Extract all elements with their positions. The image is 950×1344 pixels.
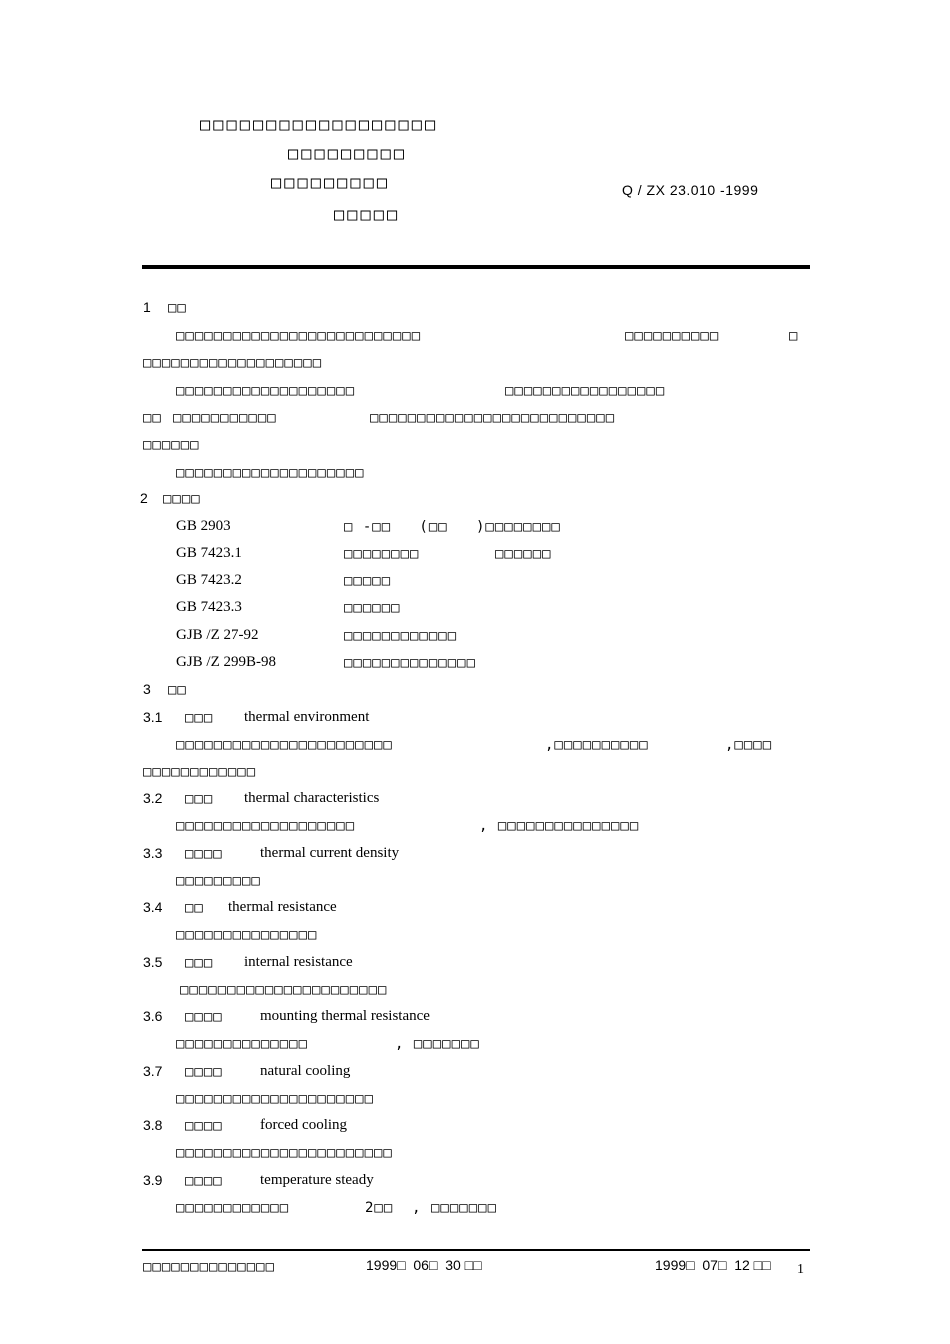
footer-rule: [142, 1249, 810, 1251]
title-line-4: □□□□□: [334, 205, 401, 225]
ref-code: GB 2903: [176, 518, 231, 534]
term-def: □□□□□□□□□□□□□□□□□□□: [176, 818, 356, 834]
ref-title-2: □□□□□□: [495, 546, 552, 562]
term-en: thermal current density: [260, 845, 400, 861]
s1-line-6: □□□□□□□□□□□□□□□□□□□□: [176, 465, 365, 481]
s1-line-4b: □□□□□□□□□□□: [173, 410, 277, 426]
term-def: □□□□□□□□□□□□□□□□□□□□□□□: [176, 737, 393, 753]
ref-title: □□□□□: [344, 573, 392, 589]
term-def: □□□□□□□□□□□□□□□: [176, 927, 318, 943]
term-cn: □□□: [185, 710, 214, 726]
ref-code: GB 7423.2: [176, 572, 242, 588]
term-number: 3.8: [143, 1117, 163, 1133]
term-en: natural cooling: [260, 1063, 351, 1079]
term-def: □□□□□□□□□□□□□□□□□□□□□□□: [176, 1145, 393, 1161]
standard-code: Q / ZX 23.010 -1999: [622, 182, 759, 198]
term-en: mounting thermal resistance: [260, 1008, 430, 1024]
term-en: thermal resistance: [228, 899, 337, 915]
footer-issue-date: 1999□ 06□ 30 □□: [366, 1257, 482, 1273]
term-def: , □□□□□□□□□□□□□□□: [479, 818, 640, 834]
header-rule: [142, 265, 810, 269]
ref-title: □ -□□ (□□ )□□□□□□□□: [344, 519, 561, 535]
title-line-3: □□□□□□□□□: [271, 173, 391, 193]
section2-number: 2: [140, 490, 148, 506]
term-def: □□□□□□□□□□□□□□□□□□□□□□: [180, 982, 388, 998]
term-cn: □□□□: [185, 1173, 223, 1189]
footer-issuer: □□□□□□□□□□□□□□: [143, 1259, 276, 1275]
section3-number: 3: [143, 681, 151, 697]
term-number: 3.3: [143, 845, 163, 861]
title-line-2: □□□□□□□□□: [288, 144, 408, 164]
ref-code: GB 7423.1: [176, 545, 242, 561]
term-def: □□□□□□□□□□□□: [176, 1200, 290, 1216]
term-en: internal resistance: [244, 954, 353, 970]
term-cn: □□□□: [185, 1064, 223, 1080]
term-number: 3.2: [143, 790, 163, 806]
ref-title: □□□□□□□□□□□□: [344, 628, 458, 644]
footer-effective-date: 1999□ 07□ 12 □□: [655, 1257, 771, 1273]
s1-line-4a: □□: [143, 410, 162, 426]
term-def: □□□□□□□□□: [176, 873, 261, 889]
s1-line-5: □□□□□□: [143, 437, 200, 453]
ref-code: GB 7423.3: [176, 599, 242, 615]
term-number: 3.9: [143, 1172, 163, 1188]
term-number: 3.1: [143, 709, 163, 725]
term-def-cont: □□□□□□□□□□□□: [143, 764, 257, 780]
term-en: forced cooling: [260, 1117, 348, 1133]
s1-line-3a: □□□□□□□□□□□□□□□□□□□: [176, 383, 356, 399]
term-en: temperature steady: [260, 1172, 374, 1188]
term-cn: □□□: [185, 791, 214, 807]
s1-line-4c: □□□□□□□□□□□□□□□□□□□□□□□□□□: [370, 410, 616, 426]
s1-line-1b: □□□□□□□□□□: [625, 328, 720, 344]
term-cn: □□: [185, 900, 204, 916]
section3-heading: □□: [168, 682, 187, 698]
term-def: , □□□□□□□: [395, 1036, 480, 1052]
term-def: ,□□□□: [725, 737, 773, 753]
ref-title: □□□□□□: [344, 600, 401, 616]
s1-line-2: □□□□□□□□□□□□□□□□□□□: [143, 355, 323, 371]
s1-line-3b: □□□□□□□□□□□□□□□□□: [505, 383, 666, 399]
s1-line-1a: □□□□□□□□□□□□□□□□□□□□□□□□□□: [176, 328, 422, 344]
title-line-1: □□□□□□□□□□□□□□□□□□: [200, 115, 439, 135]
ref-code: GJB /Z 27-92: [176, 627, 259, 643]
term-cn: □□□□: [185, 1009, 223, 1025]
ref-title: □□□□□□□□: [344, 546, 420, 562]
ref-title: □□□□□□□□□□□□□□: [344, 655, 477, 671]
term-def: □□□□□□□□□□□□□□: [176, 1036, 309, 1052]
section1-number: 1: [143, 299, 151, 315]
term-def: 2□□ , □□□□□□□: [365, 1200, 498, 1216]
term-en: thermal characteristics: [244, 790, 380, 806]
term-number: 3.4: [143, 899, 163, 915]
term-en: thermal environment: [244, 709, 370, 725]
page-number: 1: [797, 1262, 804, 1277]
ref-code: GJB /Z 299B-98: [176, 654, 277, 670]
term-def: □□□□□□□□□□□□□□□□□□□□□: [176, 1091, 375, 1107]
term-number: 3.5: [143, 954, 163, 970]
term-cn: □□□□: [185, 846, 223, 862]
term-def: ,□□□□□□□□□□: [545, 737, 649, 753]
section1-heading: □□: [168, 300, 187, 316]
section2-heading: □□□□: [163, 491, 201, 507]
term-number: 3.6: [143, 1008, 163, 1024]
s1-line-1c: □: [789, 328, 799, 344]
term-cn: □□□□: [185, 1118, 223, 1134]
term-cn: □□□: [185, 955, 214, 971]
term-number: 3.7: [143, 1063, 163, 1079]
